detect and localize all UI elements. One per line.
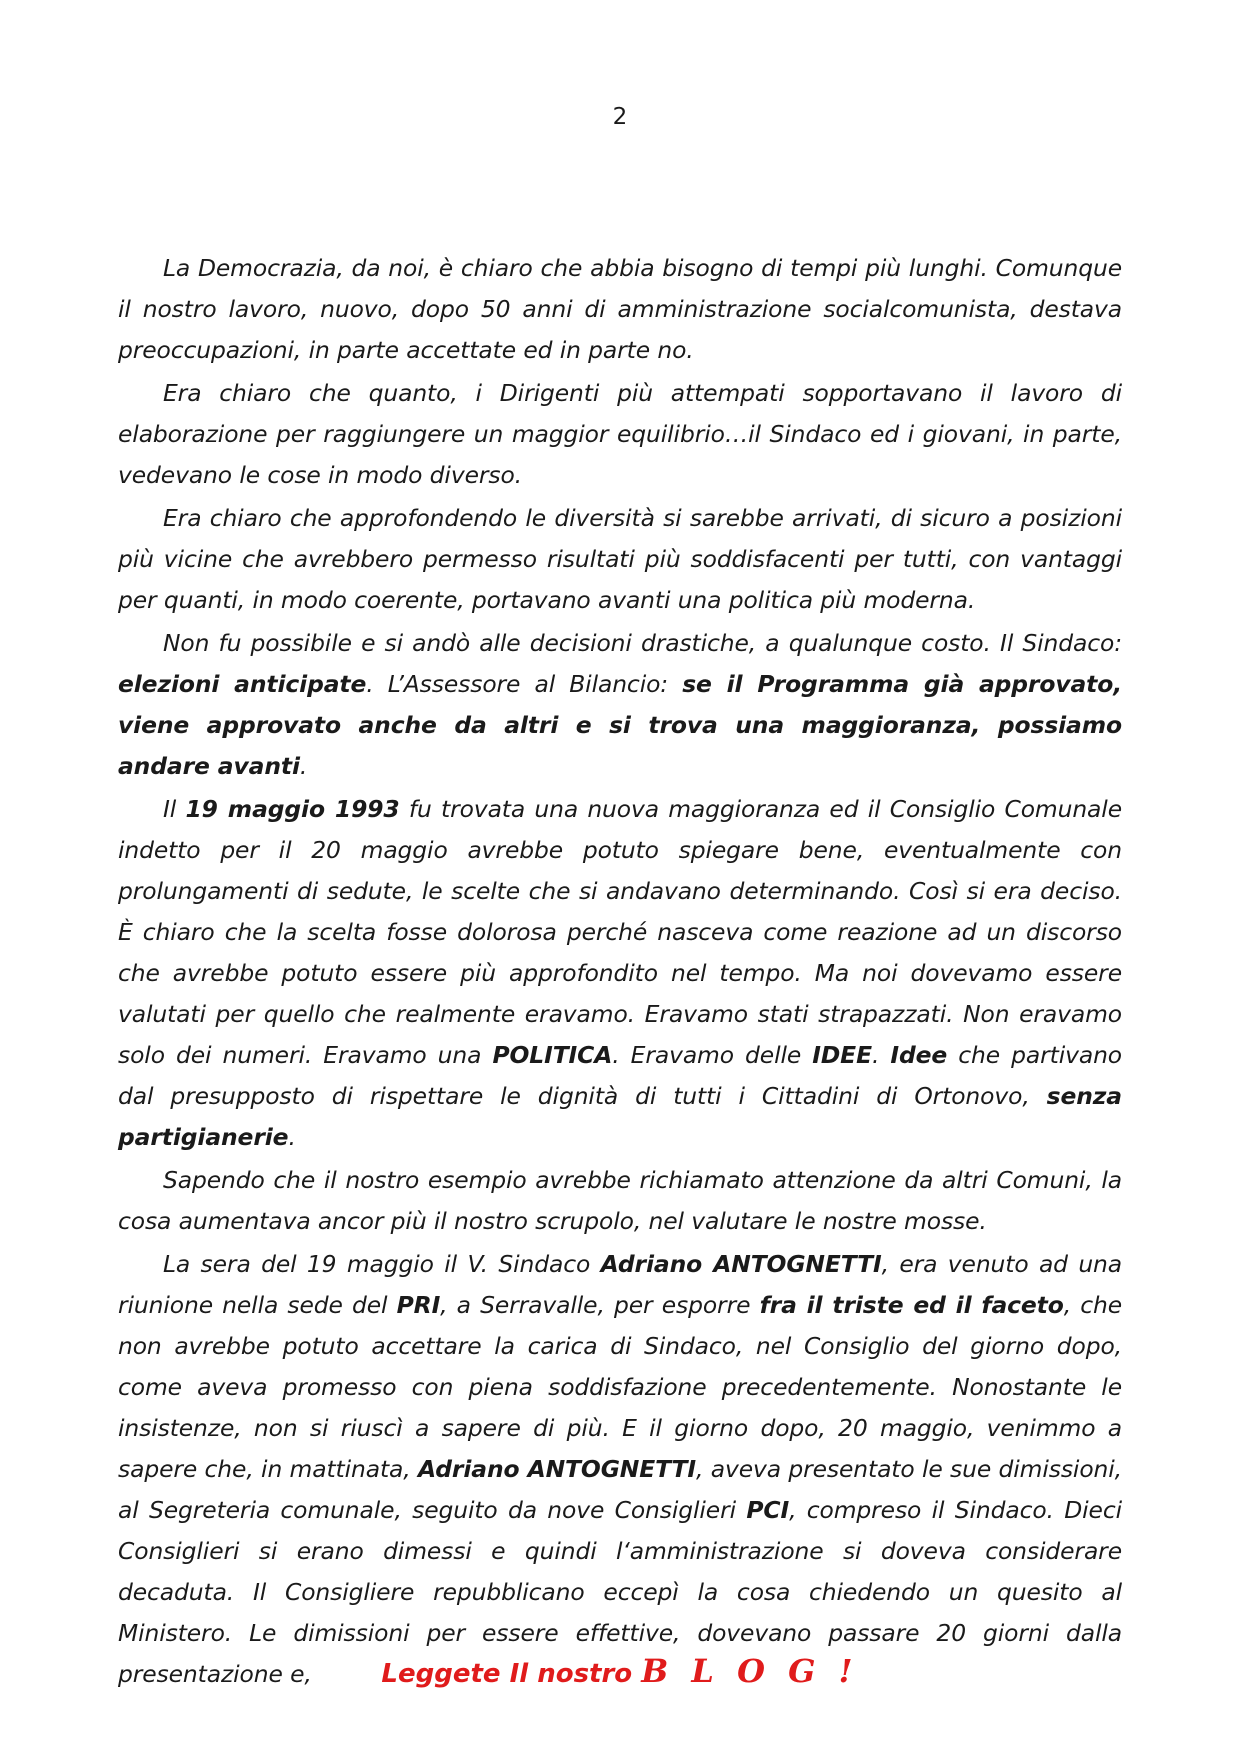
paragraph [118,623,1122,787]
body-text [118,248,1122,1695]
text-run: . L’Assessore al Bilancio: [366,670,683,698]
bold-text: IDEE [812,1041,872,1069]
blog-link[interactable]: B L O G ! [641,1652,859,1690]
paragraph [118,1244,1122,1695]
text-run: . [871,1041,891,1069]
paragraph [118,789,1122,1158]
bold-text: fra il triste ed il faceto [759,1291,1064,1319]
page-number: 2 [612,104,628,130]
bold-text: se il Programma già approvato, viene approvato anche da altri e si trova una maggioranza, possiamo andare avanti [118,670,1123,780]
text-run: , compreso il Sindaco. Dieci Consiglieri si erano dimessi e quindi l‘amministrazione si doveva considerare decaduta. Il Consigliere repubblicano eccepì la cosa chiedendo un quesito al Ministero. Le dimissioni per essere effettive, dovevano passare 20 giorni dalla presentazione e, [118,1496,1122,1688]
text-run: , che non avrebbe potuto accettare la carica di Sindaco, nel Consiglio del giorno dopo, come aveva promesso con piena soddisfazione precedentemente. Nonostante le insistenze, non si riuscì a sapere di più. E il giorno dopo, 20 maggio, venimmo a sapere che, in mattinata, [118,1291,1123,1483]
bold-text: PRI [396,1291,441,1319]
text-run: . [299,752,308,780]
text-run: fu trovata una nuova maggioranza ed il Consiglio Comunale indetto per il 20 maggio avrebbe potuto spiegare bene, eventualmente con prolungamenti di sedute, le scelte che si andavano determinando. Così si era deciso. È chiaro che la scelta fosse dolorosa perché nasceva come reazione ad un discorso che avrebbe potuto essere più approfondito nel tempo. Ma noi dovevamo essere valutati per quello che realmente eravamo. Eravamo stati strapazzati. Non eravamo solo dei numeri. Eravamo una [118,795,1122,1069]
bold-text: Idee [890,1041,948,1069]
bold-text: POLITICA [492,1041,613,1069]
text-run: . Eravamo delle [612,1041,813,1069]
text-run: Era chiaro che quanto, i Dirigenti più attempati sopportavano il lavoro di elaborazione per raggiungere un maggior equilibrio…il Sindaco ed i giovani, in parte, vedevano le cose in modo diverso. [118,379,1122,489]
text-run: , aveva presentato le sue dimissioni, al Segreteria comunale, seguito da nove Consiglieri [118,1455,1122,1524]
paragraph [118,498,1122,621]
bold-text: senza partigianerie [118,1082,1122,1151]
text-run: . [288,1123,296,1151]
text-run: Sapendo che il nostro esempio avrebbe richiamato attenzione da altri Comuni, la cosa aumentava ancor più il nostro scrupolo, nel valutare le nostre mosse. [118,1166,1122,1235]
text-run: Il [163,795,186,823]
text-run: , era venuto ad una riunione nella sede del [118,1250,1123,1319]
bold-text: Adriano ANTOGNETTI [600,1250,882,1278]
bold-text: PCI [746,1496,790,1524]
bold-text: elezioni anticipate [118,670,367,698]
paragraph [118,1160,1122,1242]
text-run: La sera del 19 maggio il V. Sindaco [163,1250,601,1278]
bold-text: 19 maggio 1993 [185,795,400,823]
text-run: Era chiaro che approfondendo le diversità si sarebbe arrivati, di sicuro a posizioni più vicine che avrebbero permesso risultati più soddisfacenti per tutti, con vantaggi per quanti, in modo coerente, portavano avanti una politica più moderna. [118,504,1122,614]
text-run: La Democrazia, da noi, è chiaro che abbia bisogno di tempi più lunghi. Comunque il nostro lavoro, nuovo, dopo 50 anni di amministrazione socialcomunista, destava preoccupazioni, in parte accettate ed in parte no. [118,254,1122,364]
paragraph [118,373,1122,496]
text-run: , a Serravalle, per esporre [440,1291,760,1319]
text-run: che partivano dal presupposto di rispettare le dignità di tutti i Cittadini di Ortonovo, [118,1041,1123,1110]
text-run: Non fu possibile e si andò alle decisioni drastiche, a qualunque costo. Il Sindaco: [163,629,1122,657]
paragraph [118,248,1122,371]
footer-prefix: Leggete Il nostro [381,1659,633,1689]
blog-footer[interactable] [0,1652,1240,1690]
bold-text: Adriano ANTOGNETTI [418,1455,696,1483]
